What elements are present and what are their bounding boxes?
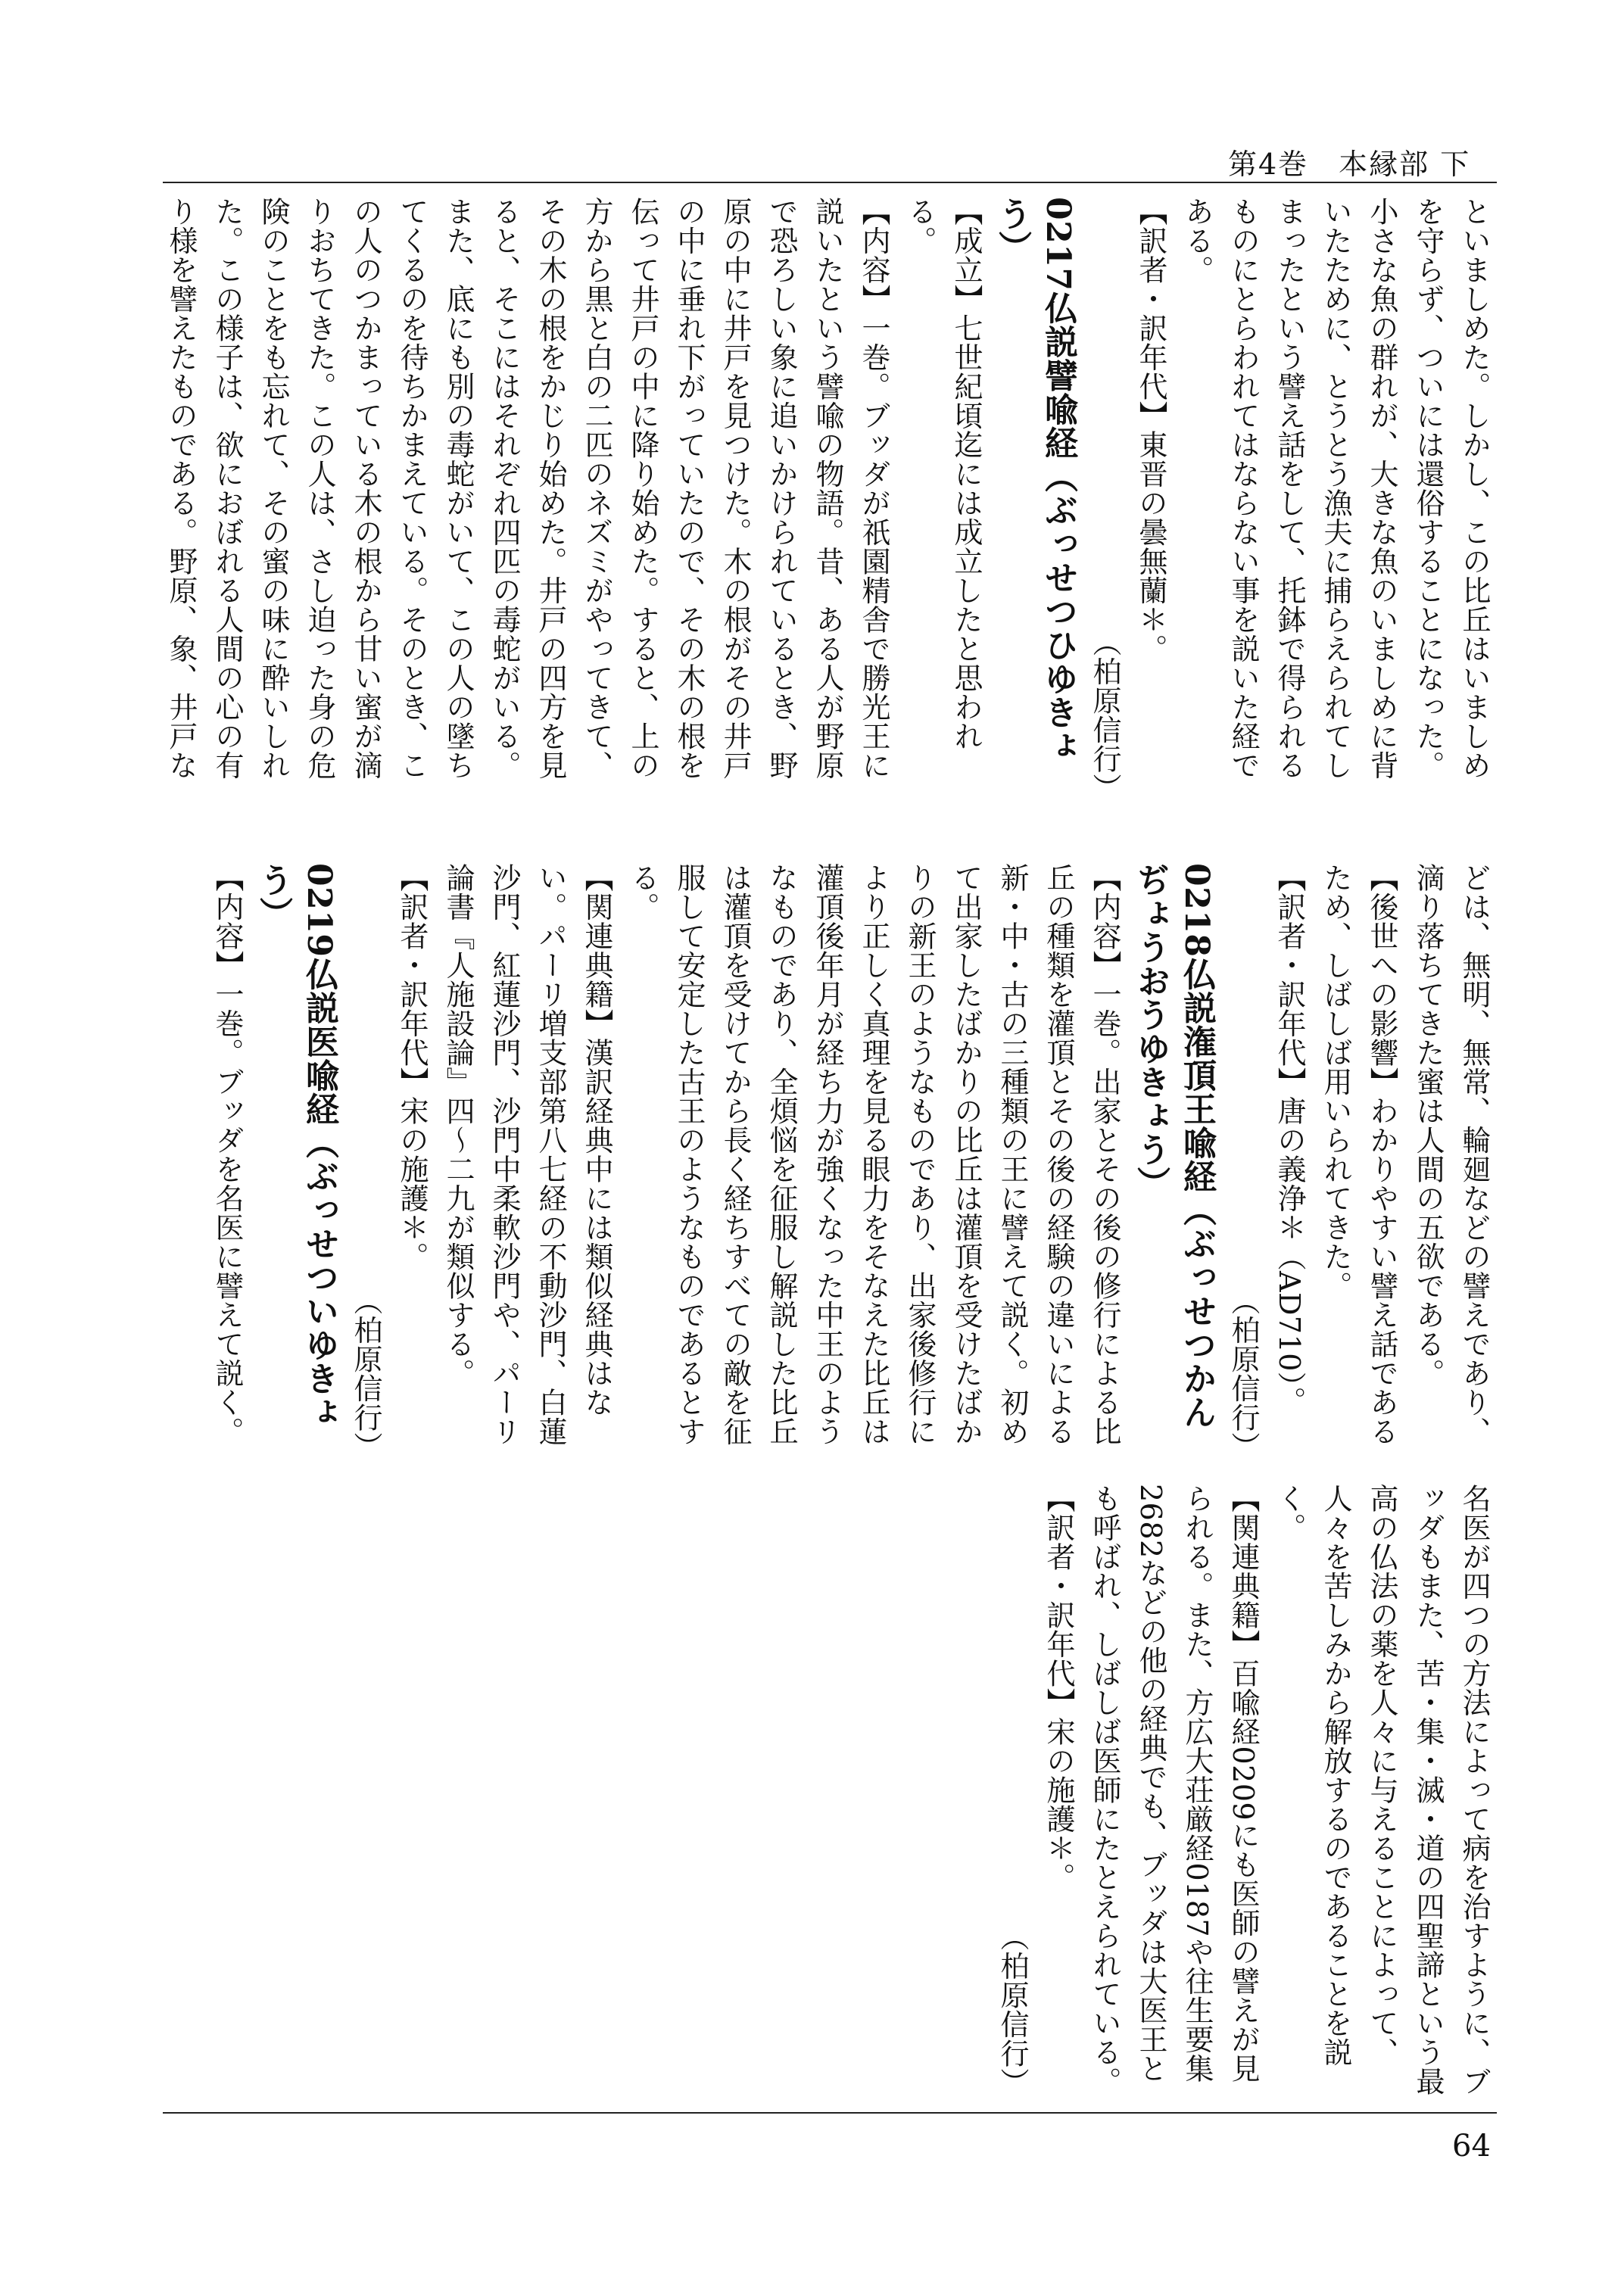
top-rule	[163, 182, 1497, 183]
translator-line: 【訳者・訳年代】唐の義浄＊（AD710）。	[1273, 863, 1306, 1416]
formation-line: 【成立】七世紀頃迄には成立したと思われる。	[903, 197, 983, 751]
translator-line: 【訳者・訳年代】東晋の曇無蘭＊。	[1134, 197, 1167, 663]
content-paragraph: 【内容】一巻。ブッダを名医に譬えて説く。	[210, 863, 244, 1446]
author-credit: （柏原信行）	[1088, 628, 1121, 802]
entry-title-0219: 0219仏説医喩経（ぶっせついゆきょう）	[254, 863, 338, 1429]
entry-title-0217: 0217仏説譬喩経（ぶっせつひゆきょう）	[993, 197, 1077, 763]
entry-title-0218: 0218仏説潅頂王喩経（ぶっせつかんぢょうおうゆきょう）	[1131, 863, 1216, 1429]
translator-line: 【訳者・訳年代】宋の施護＊。	[1042, 1484, 1075, 1892]
influence-line: 【後世への影響】わかりやすい譬え話であるため、しばしば用いられてきた。	[1319, 863, 1398, 1446]
content-paragraph: 【内容】一巻。ブッダが祇園精舎で勝光王に説いたという譬喩の物語。昔、ある人が野原で恐ろしい象に追いかけられているとき、野原の中に井戸を見つけた。木の根がその井戸の中に垂れ下がっていたので、その木の根を伝って井戸の中に降り始めた。すると、上の方から黒と白の二匹のネズミがやってきて、その木の根をかじり始めた。井戸の四方を見ると、そこにはそれぞれ四匹の毒蛇がいる。また、底にも別の毒蛇がいて、この人の墜ちてくるのを待ちかまえている。そのとき、この人のつかまっている木の根から甘い蜜が滴りおちてきた。この人は、さし迫った身の危険のことをも忘れて、その蜜の味に酔いしれた。この様子は、欲におぼれる人間の心の有り様を譬えたものである。野原、象、井戸な	[164, 197, 890, 780]
author-credit: （柏原信行）	[349, 1286, 382, 1461]
paragraph-continuation: 名医が四つの方法によって病を治すように、ブッダもまた、苦・集・滅・道の四聖諦という最高の仏法の薬を人々に与えることによって、人々を苦しみから解放するのであることを説く。	[1273, 1484, 1491, 2096]
author-credit: （柏原信行）	[1227, 1286, 1260, 1461]
page-number: 64	[1452, 2129, 1491, 2164]
translator-line: 【訳者・訳年代】宋の施護＊。	[395, 863, 429, 1271]
text-tier-upper	[163, 197, 1497, 802]
text-tier-lower	[163, 1484, 1497, 2097]
related-texts-line: 【関連典籍】漢訳経典中には類似経典はない。パーリ増支部第八七経の不動沙門、白蓮沙門、紅蓮沙門、沙門中柔軟沙門や、パーリ論書『人施設論』四～二九が類似する。	[441, 863, 613, 1446]
paragraph-continuation: といましめた。しかし、この比丘はいましめを守らず、ついには還俗することになった。小さな魚の群れが、大きな魚のいましめに背いたために、とうとう漁夫に捕らえられてしまったという譬え話をして、托鉢で得られるものにとらわれてはならない事を説いた経である。	[1180, 197, 1491, 780]
text-tier-middle	[163, 863, 1497, 1461]
content-paragraph: 【内容】一巻。出家とその後の修行による比丘の種類を灌頂とその後の経験の違いによる新・中・古の三種類の王に譬えて説く。初めて出家したばかりの比丘は灌頂を受けたばかりの新王のようなものであり、出家後修行により正しく真理を見る眼力をそなえた比丘は灌頂後年月が経ち力が強くなった中王のようなものであり、全煩悩を征服し解説した比丘は灌頂を受けてから長く経ちすべての敵を征服して安定した古王のようなものであるとする。	[626, 863, 1121, 1446]
running-header: 第4巻 本縁部 下	[1228, 148, 1471, 181]
author-credit: （柏原信行）	[996, 1922, 1029, 2097]
paragraph-continuation: どは、無明、無常、輪廻などの譬えであり、滴り落ちてきた蜜は人間の五欲である。	[1411, 863, 1491, 1446]
related-texts-line: 【関連典籍】百喩経0209にも医師の譬えが見られる。また、方広大荘厳経0187や往生要集2682などの他の経典でも、ブッダは大医王とも呼ばれ、しばしば医師にたとえられている。	[1088, 1484, 1260, 2096]
bottom-rule	[163, 2112, 1497, 2114]
